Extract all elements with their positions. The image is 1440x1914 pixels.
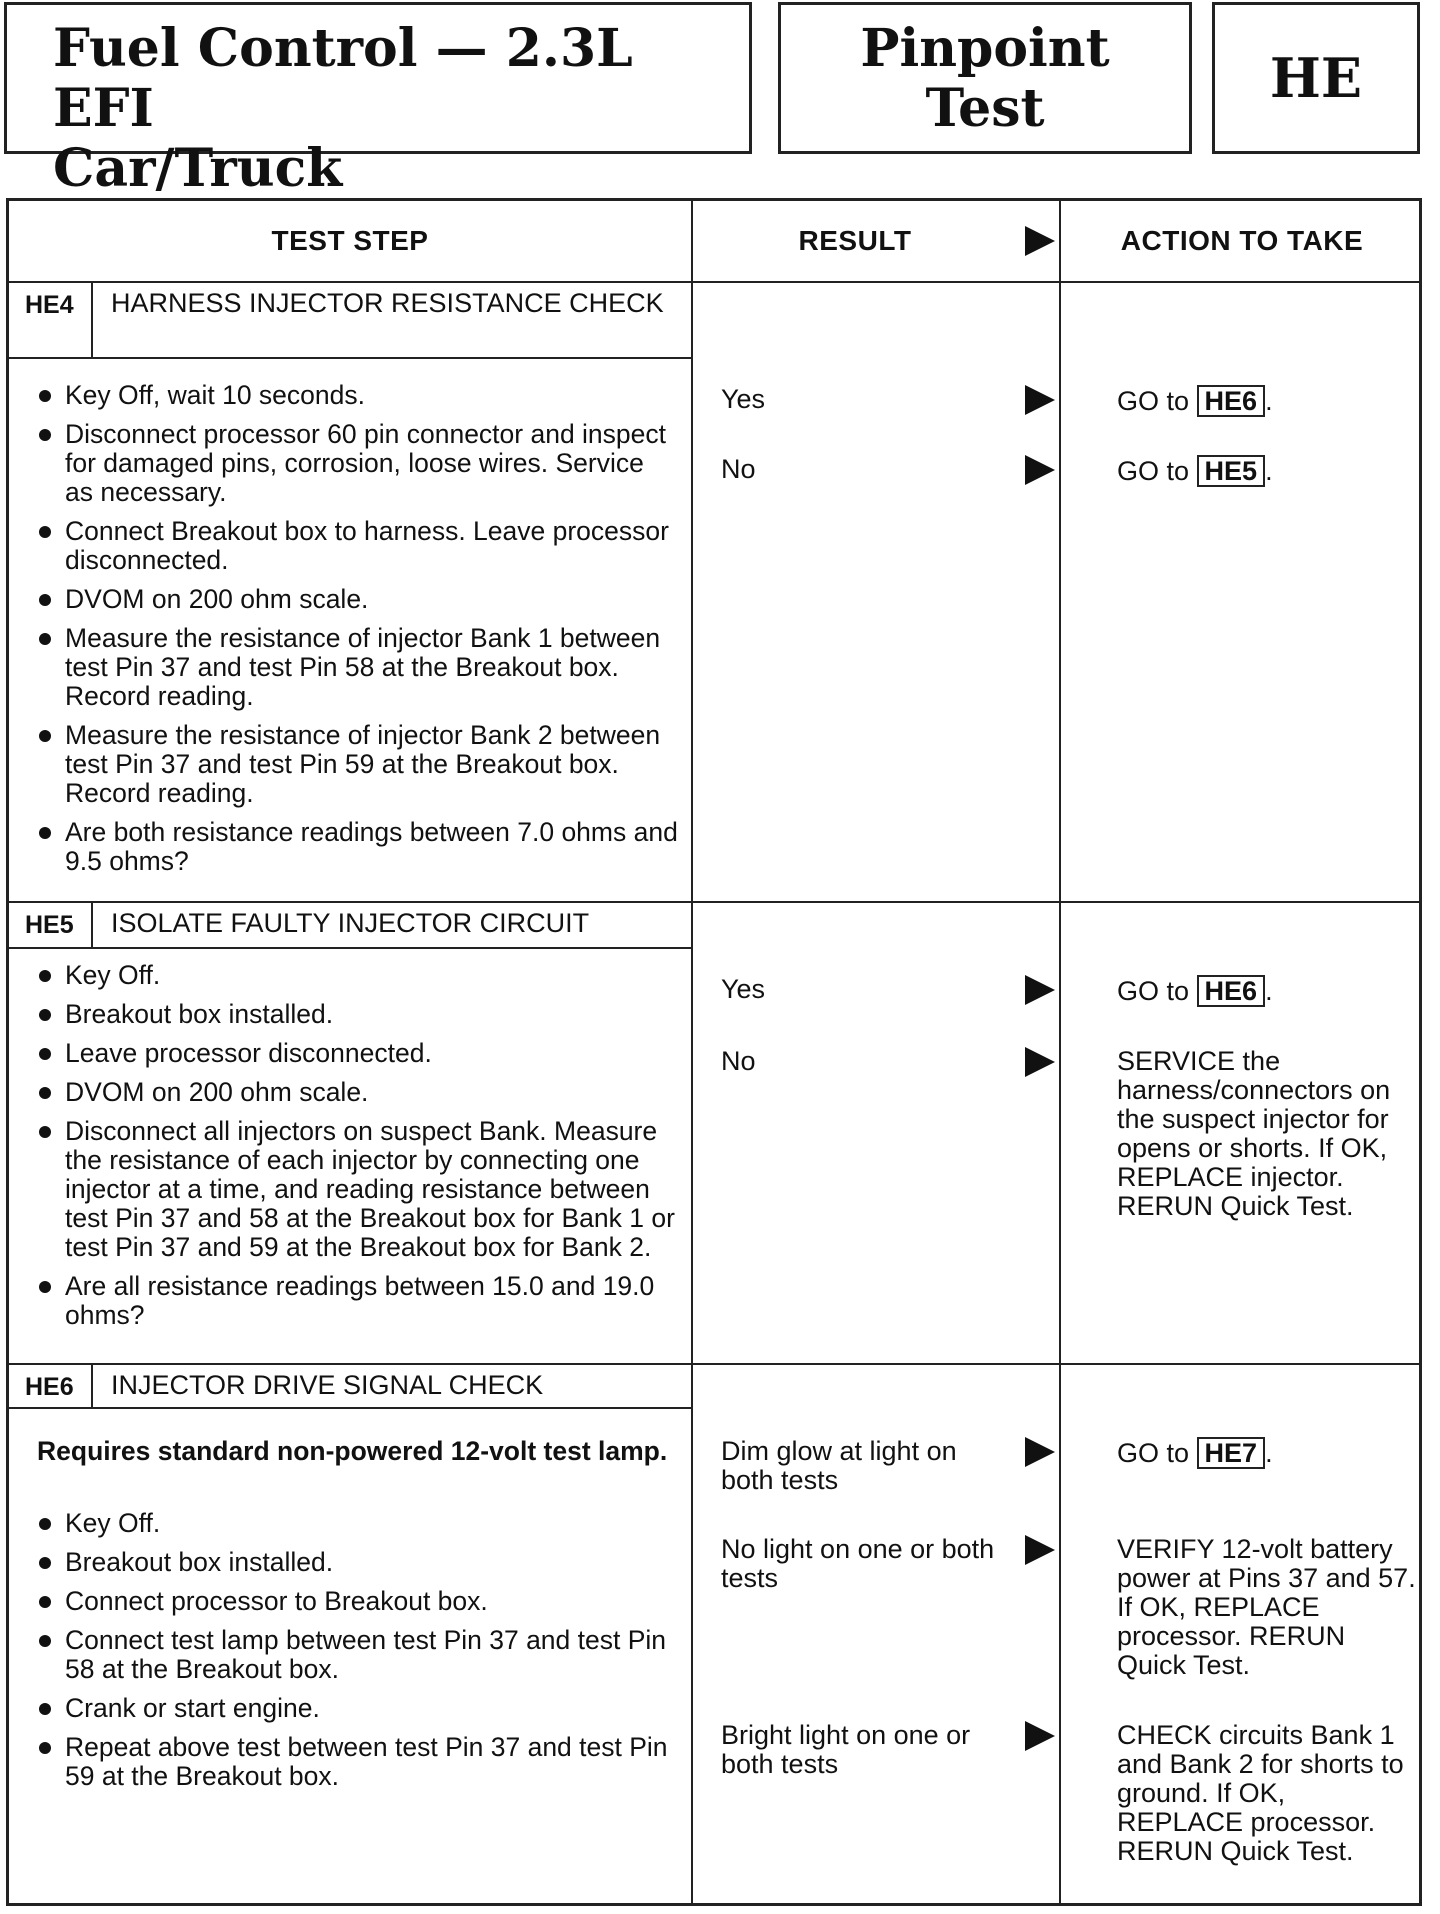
goto-he5-link[interactable]: HE5 xyxy=(1197,455,1266,487)
goto-he6-link[interactable]: HE6 xyxy=(1197,975,1266,1007)
list-item: Connect test lamp between test Pin 37 and test Pin 58 at the Breakout box. xyxy=(37,1626,679,1684)
step-he4-id: HE4 xyxy=(9,283,93,357)
action-text: GO to xyxy=(1117,456,1190,486)
col-divider-2 xyxy=(1059,201,1061,1903)
step-he5-bullets xyxy=(37,961,679,1340)
list-item: Key Off. xyxy=(37,961,679,990)
action-suffix: . xyxy=(1265,456,1273,486)
action-suffix: . xyxy=(1265,976,1273,1006)
arrow-right-icon xyxy=(1025,1535,1055,1565)
step-he6-header xyxy=(9,1365,691,1409)
he4-action-no xyxy=(1117,455,1417,487)
list-item: Repeat above test between test Pin 37 and test Pin 59 at the Breakout box. xyxy=(37,1733,679,1791)
list-item: Disconnect all injectors on suspect Bank. Measure the resistance of each injector by connecting one injector at a time, and reading resistance between test Pin 37 and 58 at the Breakout box for Bank 1 or test Pin 37 and 59 at the Breakout box for Bank 2. xyxy=(37,1117,679,1262)
goto-he6-link[interactable]: HE6 xyxy=(1197,385,1266,417)
he5-action-no: SERVICE the harness/connectors on the suspect injector for opens or shorts. If OK, REPLACE injector. RERUN Quick Test. xyxy=(1117,1046,1391,1221)
list-item: DVOM on 200 ohm scale. xyxy=(37,585,679,614)
arrow-right-icon xyxy=(1025,385,1055,415)
he6-action-dim xyxy=(1117,1437,1417,1469)
list-item: Connect Breakout box to harness. Leave processor disconnected. xyxy=(37,517,679,575)
step-he4-bullets xyxy=(37,381,679,886)
pinpoint-table xyxy=(6,198,1422,1906)
title-line-2: Car/Truck xyxy=(53,138,343,199)
step-he5-id: HE5 xyxy=(9,903,93,947)
he6-result-dim: Dim glow at light on both tests xyxy=(721,1436,957,1495)
list-item: Key Off. xyxy=(37,1509,679,1538)
step-he6-title: INJECTOR DRIVE SIGNAL CHECK xyxy=(111,1370,544,1400)
step-he4-header xyxy=(9,283,691,359)
arrow-right-icon xyxy=(1025,226,1055,256)
list-item: Leave processor disconnected. xyxy=(37,1039,679,1068)
arrow-right-icon xyxy=(1025,455,1055,485)
he5-action-yes xyxy=(1117,975,1417,1007)
he6-result-none: No light on one or both tests xyxy=(721,1534,995,1593)
arrow-right-icon xyxy=(1025,1721,1055,1751)
he4-result-yes: Yes xyxy=(721,384,766,414)
goto-he7-link[interactable]: HE7 xyxy=(1197,1437,1266,1469)
he4-result-no: No xyxy=(721,454,756,484)
he5-result-no: No xyxy=(721,1046,756,1076)
test-code-box: HE xyxy=(1212,2,1420,154)
step-he6-requirement: Requires standard non-powered 12-volt test lamp. xyxy=(37,1436,668,1466)
pinpoint-test-box xyxy=(778,2,1192,154)
step-he5-header xyxy=(9,903,691,949)
arrow-right-icon xyxy=(1025,975,1055,1005)
action-text: GO to xyxy=(1117,386,1190,416)
title-line-1: Fuel Control — 2.3L EFI xyxy=(53,18,633,139)
action-text: GO to xyxy=(1117,1438,1190,1468)
list-item: Crank or start engine. xyxy=(37,1694,679,1723)
col-header-action: ACTION TO TAKE xyxy=(1120,225,1364,256)
list-item: Connect processor to Breakout box. xyxy=(37,1587,679,1616)
action-suffix: . xyxy=(1265,386,1273,416)
title-box xyxy=(4,2,752,199)
list-item: Disconnect processor 60 pin connector and inspect for damaged pins, corrosion, loose wires. Service as necessary. xyxy=(37,420,679,507)
step-he6-id: HE6 xyxy=(9,1365,93,1407)
col-divider-1 xyxy=(691,201,693,1903)
step-he6-bullets xyxy=(37,1509,679,1801)
list-item: Breakout box installed. xyxy=(37,1000,679,1029)
step-he5-title: ISOLATE FAULTY INJECTOR CIRCUIT xyxy=(111,908,590,938)
he6-result-bright: Bright light on one or both tests xyxy=(721,1720,971,1779)
he4-action-yes xyxy=(1117,385,1417,417)
list-item: Key Off, wait 10 seconds. xyxy=(37,381,679,410)
list-item: Breakout box installed. xyxy=(37,1548,679,1577)
step-he5 xyxy=(9,903,691,1363)
pinpoint-line-1: Pinpoint xyxy=(860,18,1110,79)
step-he4 xyxy=(9,283,691,901)
list-item: Measure the resistance of injector Bank 2 between test Pin 37 and test Pin 59 at the Breakout box. Record reading. xyxy=(37,721,679,808)
list-item: Measure the resistance of injector Bank 1 between test Pin 37 and test Pin 58 at the Breakout box. Record reading. xyxy=(37,624,679,711)
he6-action-bright: CHECK circuits Bank 1 and Bank 2 for shorts to ground. If OK, REPLACE processor. RERUN Quick Test. xyxy=(1117,1720,1404,1866)
step-he6 xyxy=(9,1365,691,1905)
col-header-test-step: TEST STEP xyxy=(271,225,429,256)
he6-action-none: VERIFY 12-volt battery power at Pins 37 and 57. If OK, REPLACE processor. RERUN Quick Test. xyxy=(1117,1534,1416,1680)
arrow-right-icon xyxy=(1025,1437,1055,1467)
he5-result-yes: Yes xyxy=(721,974,766,1004)
col-header-result: RESULT xyxy=(798,225,912,256)
action-text: GO to xyxy=(1117,976,1190,1006)
pinpoint-line-2: Test xyxy=(925,78,1045,139)
list-item: Are all resistance readings between 15.0 and 19.0 ohms? xyxy=(37,1272,679,1330)
arrow-right-icon xyxy=(1025,1047,1055,1077)
action-suffix: . xyxy=(1265,1438,1273,1468)
list-item: DVOM on 200 ohm scale. xyxy=(37,1078,679,1107)
step-he4-title: HARNESS INJECTOR RESISTANCE CHECK xyxy=(111,288,664,318)
list-item: Are both resistance readings between 7.0 ohms and 9.5 ohms? xyxy=(37,818,679,876)
